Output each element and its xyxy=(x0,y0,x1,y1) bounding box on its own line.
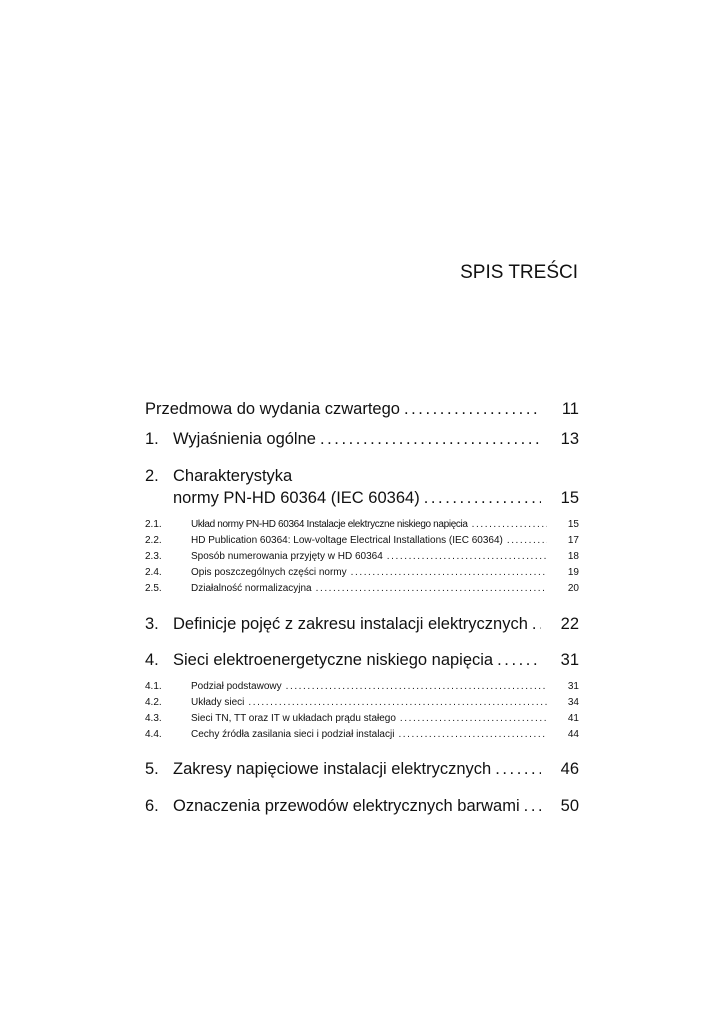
toc-entry-3[interactable] xyxy=(145,615,579,634)
leader-dots xyxy=(532,615,541,634)
toc-entry-page: 15 xyxy=(567,519,579,530)
toc-entry-title: normy PN-HD 60364 (IEC 60364) xyxy=(173,489,420,507)
page-title: SPIS TREŚCI xyxy=(460,262,578,283)
toc-entry-2-first-line[interactable] xyxy=(145,467,292,486)
toc-entry-page: 41 xyxy=(567,713,579,724)
toc-entry-number: 2.2. xyxy=(145,535,162,546)
toc-entry-title: Sieci TN, TT oraz IT w układach prądu stałego xyxy=(191,713,396,724)
leader-dots xyxy=(398,729,547,740)
toc-entry-page: 34 xyxy=(567,697,579,708)
leader-dots xyxy=(472,519,547,530)
leader-dots xyxy=(351,567,547,578)
leader-dots xyxy=(320,430,541,449)
toc-entry-2-2[interactable] xyxy=(145,535,579,546)
toc-entry-2[interactable] xyxy=(145,489,579,508)
toc-entry-page: 15 xyxy=(560,489,579,507)
leader-dots xyxy=(497,651,541,670)
toc-entry-page: 44 xyxy=(567,729,579,740)
toc-entry-page: 19 xyxy=(567,567,579,578)
toc-entry-number: 1. xyxy=(145,430,159,448)
toc-entry-number: 4.2. xyxy=(145,697,162,708)
toc-entry-number: 5. xyxy=(145,760,159,778)
toc-entry-4-4[interactable] xyxy=(145,729,579,740)
toc-entry-number: 3. xyxy=(145,615,159,633)
toc-entry-title: Zakresy napięciowe instalacji elektrycznych xyxy=(173,760,492,778)
toc-entry-number: 6. xyxy=(145,797,159,815)
leader-dots xyxy=(316,583,547,594)
leader-dots xyxy=(524,797,541,816)
toc-entry-4-3[interactable] xyxy=(145,713,579,724)
leader-dots xyxy=(495,760,541,779)
toc-entry-title: Podział podstawowy xyxy=(191,681,282,692)
toc-entry-2-5[interactable] xyxy=(145,583,579,594)
leader-dots xyxy=(286,681,547,692)
toc-entry-title: Działalność normalizacyjna xyxy=(191,583,312,594)
toc-entry-title: Sposób numerowania przyjęty w HD 60364 xyxy=(191,551,383,562)
toc-entry-title: Sieci elektroenergetyczne niskiego napięcia xyxy=(173,651,494,669)
toc-entry-number: 4.3. xyxy=(145,713,162,724)
toc-entry-page: 18 xyxy=(567,551,579,562)
toc-entry-title: Przedmowa do wydania czwartego xyxy=(145,400,400,418)
toc-entry-title: Opis poszczególnych części normy xyxy=(191,567,347,578)
toc-entry-page: 31 xyxy=(567,681,579,692)
toc-entry-number: 2.4. xyxy=(145,567,162,578)
toc-entry-title: Oznaczenia przewodów elektrycznych barwami xyxy=(173,797,520,815)
toc-entry-2-4[interactable] xyxy=(145,567,579,578)
toc-entry-number: 2.5. xyxy=(145,583,162,594)
toc-entry-title: Definicje pojęć z zakresu instalacji elektrycznych xyxy=(173,615,528,633)
toc-entry-4[interactable] xyxy=(145,651,579,670)
toc-entry-6[interactable] xyxy=(145,797,579,816)
toc-entry-number: 2.3. xyxy=(145,551,162,562)
toc-entry-page: 22 xyxy=(560,615,579,633)
toc-entry-number: 4.4. xyxy=(145,729,162,740)
toc-entry-number: 4.1. xyxy=(145,681,162,692)
toc-entry-title: Wyjaśnienia ogólne xyxy=(173,430,316,448)
toc-entry-page: 11 xyxy=(561,400,579,418)
toc-entry-5[interactable] xyxy=(145,760,579,779)
toc-entry-page: 13 xyxy=(560,430,579,448)
toc-entry-page: 50 xyxy=(560,797,579,815)
toc-entry-4-2[interactable] xyxy=(145,697,579,708)
toc-entry-2-3[interactable] xyxy=(145,551,579,562)
leader-dots xyxy=(400,713,547,724)
toc-entry-title-line1: Charakterystyka xyxy=(173,467,293,485)
leader-dots xyxy=(404,400,541,419)
toc-entry-title: HD Publication 60364: Low-voltage Electrical Installations (IEC 60364) xyxy=(191,535,503,546)
toc-entry-number: 4. xyxy=(145,651,159,669)
toc-entry-number: 2. xyxy=(145,467,159,485)
toc-entry-title: Cechy źródła zasilania sieci i podział instalacji xyxy=(191,729,395,740)
toc-entry-page: 20 xyxy=(567,583,579,594)
toc-entry-page: 17 xyxy=(567,535,579,546)
toc-entry-title: Układ normy PN-HD 60364 Instalacje elektryczne niskiego napięcia xyxy=(191,519,468,530)
toc-entry-1[interactable] xyxy=(145,430,579,449)
toc-entry-page: 31 xyxy=(560,651,579,669)
toc-entry-number: 2.1. xyxy=(145,519,162,530)
toc-entry-page: 46 xyxy=(560,760,579,778)
leader-dots xyxy=(387,551,547,562)
toc-entry-4-1[interactable] xyxy=(145,681,579,692)
leader-dots xyxy=(424,489,541,508)
leader-dots xyxy=(248,697,547,708)
leader-dots xyxy=(507,535,547,546)
toc-entry-2-1[interactable] xyxy=(145,519,579,530)
toc-entry-preface[interactable] xyxy=(145,400,579,419)
toc-entry-title: Układy sieci xyxy=(191,697,245,708)
